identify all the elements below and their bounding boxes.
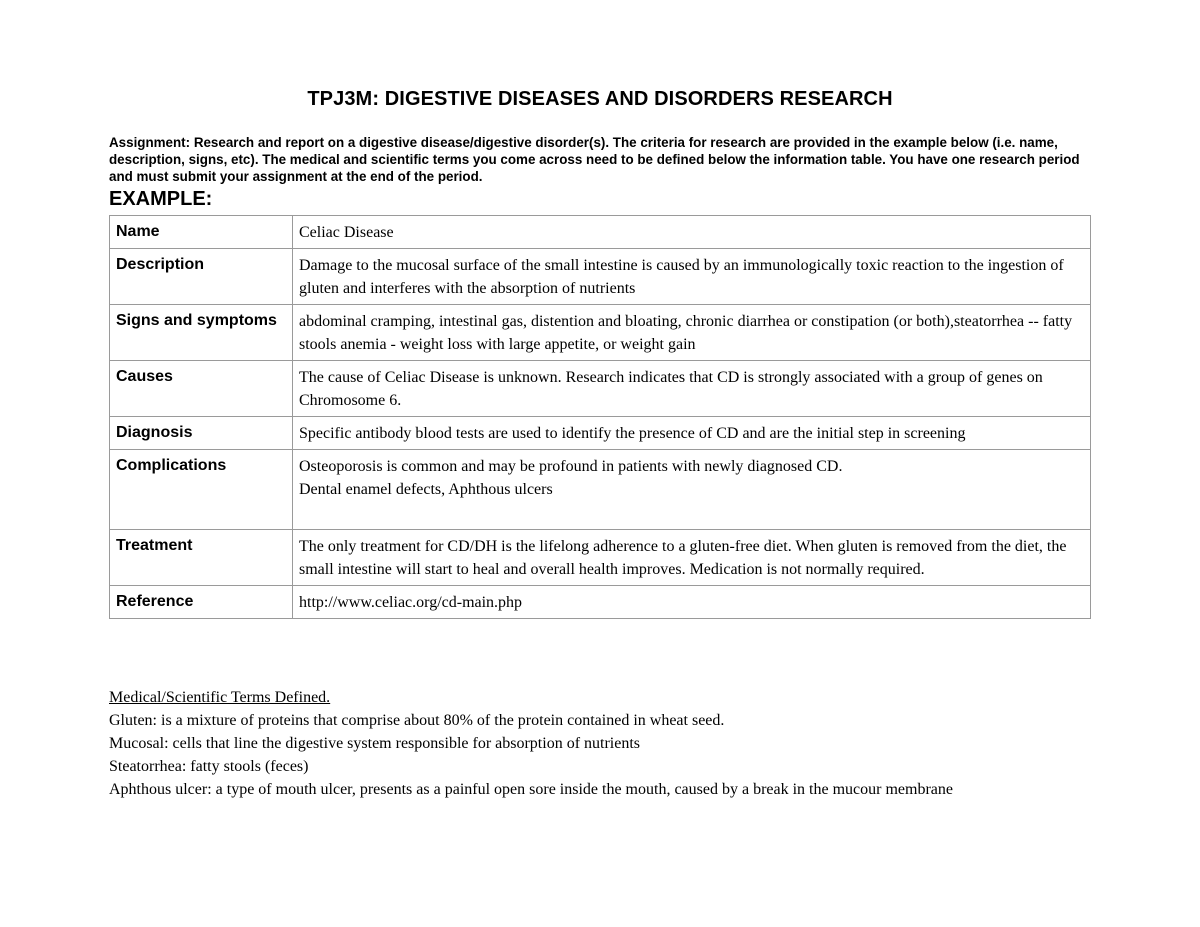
- table-row: [110, 249, 1091, 305]
- value-line: The only treatment for CD/DH is the lifelong adherence to a gluten-free diet. When gluten is removed from the diet, the small intestine will start to heal and overall health improves. Medication is not normally required.: [299, 538, 1067, 578]
- term-definition: Aphthous ulcer: a type of mouth ulcer, presents as a painful open sore inside the mouth, caused by a break in the mucour membrane: [109, 781, 953, 798]
- row-label-description: Description: [110, 249, 293, 305]
- row-value-signs-symptoms: [293, 305, 1091, 361]
- term-definition: Steatorrhea: fatty stools (feces): [109, 758, 309, 775]
- value-line: Damage to the mucosal surface of the small intestine is caused by an immunologically toxic reaction to the ingestion of gluten and interferes with the absorption of nutrients: [299, 257, 1064, 297]
- term-definition: Gluten: is a mixture of proteins that comprise about 80% of the protein contained in wheat seed.: [109, 712, 725, 729]
- row-value-diagnosis: [293, 417, 1091, 450]
- value-line: abdominal cramping, intestinal gas, distention and bloating, chronic diarrhea or constipation (or both),steatorrhea -- fatty stools anemia - weight loss with large appetite, or weight gain: [299, 313, 1073, 353]
- row-label-signs-symptoms: Signs and symptoms: [110, 305, 293, 361]
- table-row: [110, 305, 1091, 361]
- document-title: TPJ3M: DIGESTIVE DISEASES AND DISORDERS RESEARCH: [307, 88, 893, 110]
- example-heading: EXAMPLE:: [109, 188, 213, 210]
- row-value-treatment: [293, 530, 1091, 586]
- row-label-reference: Reference: [110, 586, 293, 619]
- value-line: Dental enamel defects, Aphthous ulcers: [299, 481, 553, 498]
- terms-heading: Medical/Scientific Terms Defined.: [109, 689, 331, 706]
- table-row: [110, 530, 1091, 586]
- term-definition: Mucosal: cells that line the digestive system responsible for absorption of nutrients: [109, 735, 641, 752]
- row-value-description: [293, 249, 1091, 305]
- row-value-reference: [293, 586, 1091, 619]
- assignment-instructions: Assignment: Research and report on a digestive disease/digestive disorder(s). The criteria for research are provided in the example below (i.e. name, description, signs, etc). The medical and scientific terms you come across need to be defined below the information table. You have one research period and must submit your assignment at the end of the period.: [109, 135, 1080, 184]
- row-label-causes: Causes: [110, 361, 293, 417]
- table-row: [110, 450, 1091, 530]
- disease-info-table: [109, 215, 1091, 619]
- value-line: Osteoporosis is common and may be profound in patients with newly diagnosed CD.: [299, 458, 843, 475]
- row-label-treatment: Treatment: [110, 530, 293, 586]
- row-value-causes: [293, 361, 1091, 417]
- table-row: [110, 417, 1091, 450]
- value-line: The cause of Celiac Disease is unknown. Research indicates that CD is strongly associated with a group of genes on Chromosome 6.: [299, 369, 1043, 409]
- row-value-complications: [293, 450, 1091, 530]
- reference-url: http://www.celiac.org/cd-main.php: [299, 594, 523, 611]
- table-row: [110, 361, 1091, 417]
- row-label-name: Name: [110, 216, 293, 249]
- row-value-name: [293, 216, 1091, 249]
- value-line: Celiac Disease: [299, 224, 394, 241]
- table-row: [110, 586, 1091, 619]
- value-line: Specific antibody blood tests are used to identify the presence of CD and are the initial step in screening: [299, 425, 966, 442]
- terms-section: [109, 686, 1109, 801]
- row-label-complications: Complications: [110, 450, 293, 530]
- table-row: [110, 216, 1091, 249]
- row-label-diagnosis: Diagnosis: [110, 417, 293, 450]
